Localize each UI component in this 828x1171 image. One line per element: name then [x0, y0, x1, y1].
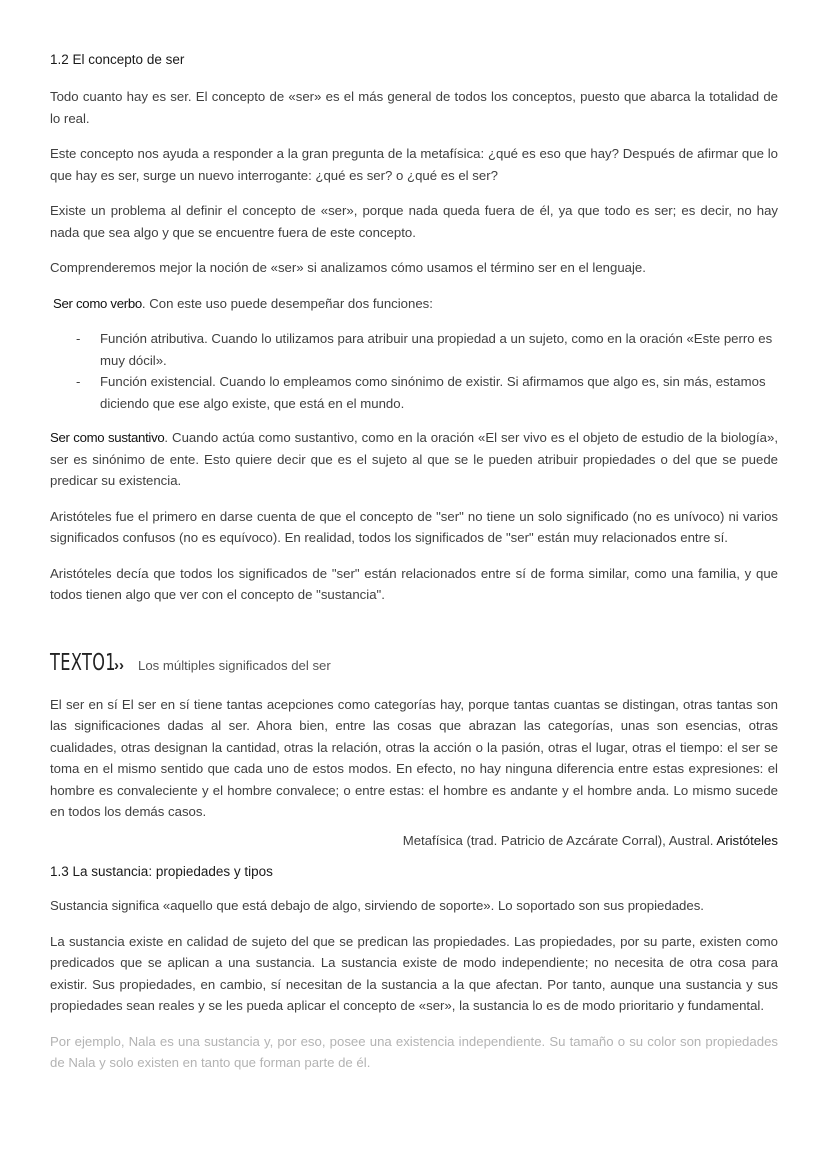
- chevron-right-icon: ››: [114, 656, 124, 674]
- verbo-text: . Con este uso puede desempeñar dos funciones:: [141, 295, 433, 311]
- bullet-dash: -: [76, 331, 81, 346]
- paragraph: Existe un problema al definir el concepto de «ser», porque nada queda fuera de él, ya que todo es ser; es decir, no hay nada que sea algo y que se encuentre fuera de este concepto.: [50, 203, 778, 240]
- list-item: - Función existencial. Cuando lo empleamos como sinónimo de existir. Si afirmamos que algo es, sin más, estamos diciendo que ese algo existe, que está en el mundo.: [50, 371, 778, 414]
- paragraph: Aristóteles decía que todos los significados de "ser" están relacionados entre sí de forma similar, como una familia, y que todos tienen algo que ver con el concepto de "sustancia".: [50, 565, 778, 602]
- paragraph: Aristóteles fue el primero en darse cuenta de que el concepto de "ser" no tiene un solo significado (no es unívoco) ni varios significados confusos (no es equívoco). En realidad, todos los significados de "ser" están muy relacionados entre sí.: [50, 508, 778, 545]
- paragraph: Sustancia significa «aquello que está debajo de algo, sirviendo de soporte». Lo soportado son sus propiedades.: [50, 898, 704, 913]
- texto-body: El ser en sí El ser en sí tiene tantas acepciones como categorías hay, porque tantas cuantas se distingan, otras tantas son las significaciones dadas al ser. Ahora bien, entre las cosas que abrazan las categorías, unas son esencias, otras cualidades, otras designan la cantidad, otras la relación, otras la acción o la pasión, otras el lugar, otras el tiempo: el ser se toma en el mismo sentido que cada uno de estos modos. En efecto, no hay ninguna diferencia entre estas expresiones: el hombre es convaleciente y el hombre convalece; o entre estas: el hombre es andante y el hombre anda. Lo mismo sucede en todos los demás casos.: [50, 696, 778, 819]
- paragraph: Todo cuanto hay es ser. El concepto de «ser» es el más general de todos los conceptos, puesto que abarca la totalidad de lo real.: [50, 89, 778, 126]
- paragraph: La sustancia existe en calidad de sujeto del que se predican las propiedades. Las propiedades, por su parte, existen como predicados que se aplican a una sustancia. La sustancia existe de modo independiente; no necesita de otra cosa para existir. Sus propiedades, en cambio, sí necesitan de la sustancia a la que afectan. Por tanto, aunque una sustancia y sus propiedades sean reales y se les pueda aplicar el concepto de «ser», la sustancia lo es de modo prioritario y fundamental.: [50, 933, 778, 1013]
- texto-header: [50, 650, 778, 676]
- document-page: [50, 50, 778, 1074]
- paragraph: Este concepto nos ayuda a responder a la gran pregunta de la metafísica: ¿qué es eso que hay? Después de afirmar que lo que hay es ser, surge un nuevo interrogante: ¿qué es ser? o ¿qué es el ser?: [50, 146, 778, 183]
- section-heading-1-2: 1.2 El concepto de ser: [50, 52, 185, 67]
- bullet-dash: -: [76, 374, 81, 389]
- list-item: - Función atributiva. Cuando lo utilizamos para atribuir una propiedad a un sujeto, como en la oración «Este perro es muy dócil».: [50, 328, 778, 371]
- sustantivo-text: . Cuando actúa como sustantivo, como en la oración «El ser vivo es el objeto de estudio de la biología», ser es sinónimo de ente. Esto quiere decir que es el sujeto al que se le pueden atribuir propiedades o del que se puede predicar su existencia.: [50, 430, 778, 488]
- paragraph: Comprenderemos mejor la noción de «ser» si analizamos cómo usamos el término ser en el lenguaje.: [50, 260, 646, 275]
- sustantivo-paragraph: [50, 427, 778, 492]
- texto-label: TEXTO1: [50, 649, 116, 676]
- citation-source: Metafísica (trad. Patricio de Azcárate Corral), Austral.: [402, 832, 717, 848]
- verbo-paragraph: [50, 293, 778, 315]
- sustantivo-label: Ser como sustantivo: [50, 430, 165, 445]
- functions-list: [50, 328, 778, 414]
- citation: [50, 830, 778, 852]
- texto-title: Los múltiples significados del ser: [138, 657, 331, 673]
- example-paragraph: Por ejemplo, Nala es una sustancia y, por eso, posee una existencia independiente. Su tamaño o su color son propiedades de Nala y solo existen en tanto que forman parte de él.: [50, 1033, 778, 1070]
- section-heading-1-3: 1.3 La sustancia: propiedades y tipos: [50, 864, 273, 879]
- verbo-label: Ser como verbo: [53, 295, 142, 311]
- citation-author: Aristóteles: [716, 832, 778, 848]
